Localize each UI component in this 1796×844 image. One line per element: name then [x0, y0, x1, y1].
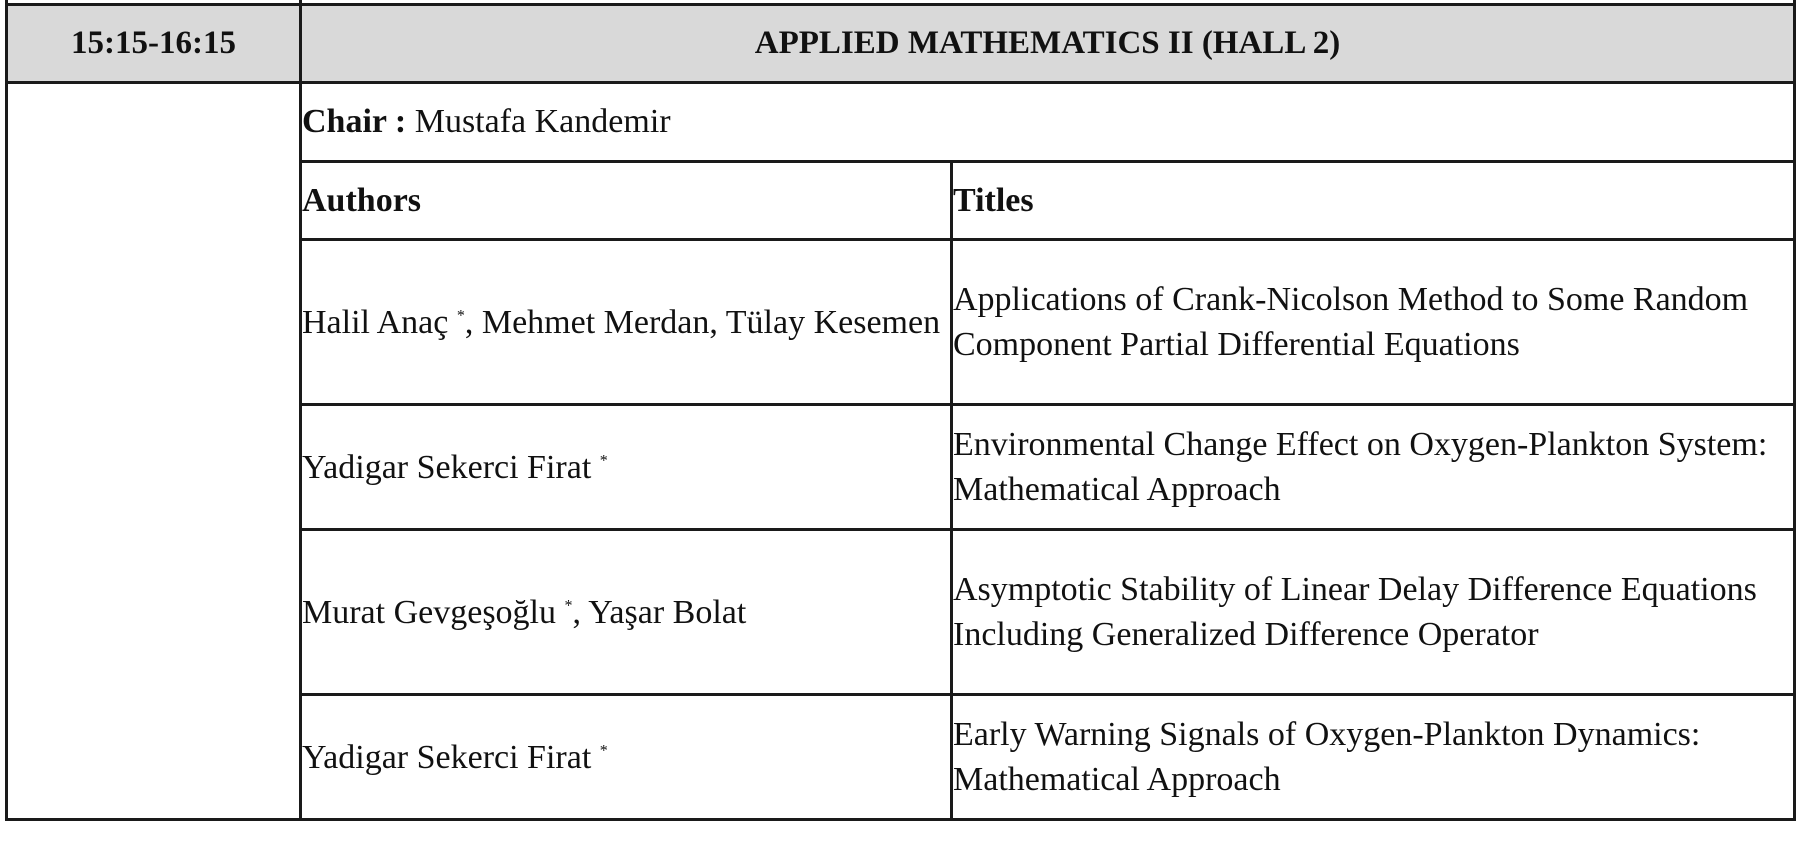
authors-header: Authors: [301, 162, 952, 240]
chair-row: [7, 83, 1795, 162]
presenter-mark: *: [599, 452, 608, 470]
chair-cell: [301, 83, 1795, 162]
presenter-mark: *: [456, 307, 465, 325]
presenter-name: Murat Gevgeşoğlu: [302, 593, 557, 631]
talk-authors: [301, 530, 952, 695]
presenter-name: Yadigar Sekerci Firat: [302, 448, 592, 486]
talk-title: Environmental Change Effect on Oxygen-Plankton System: Mathematical Approach: [952, 405, 1795, 530]
session-table: [5, 0, 1796, 821]
chair-name: Mustafa Kandemir: [414, 103, 671, 140]
talk-authors: [301, 695, 952, 820]
talk-authors: [301, 240, 952, 405]
presenter-mark: *: [599, 742, 608, 760]
time-column-blank: [7, 83, 301, 820]
titles-header: Titles: [952, 162, 1795, 240]
session-time: 15:15-16:15: [7, 5, 301, 83]
presenter-mark: *: [564, 597, 573, 615]
talk-title: Applications of Crank-Nicolson Method to Some Random Component Partial Differential Equations: [952, 240, 1795, 405]
coauthor-names: , Mehmet Merdan, Tülay Kesemen: [464, 303, 941, 341]
talk-title: Asymptotic Stability of Linear Delay Difference Equations Including Generalized Difference Operator: [952, 530, 1795, 695]
presenter-name: Halil Anaç: [302, 303, 449, 341]
presenter-name: Yadigar Sekerci Firat: [302, 738, 592, 776]
session-header-row: [7, 5, 1795, 83]
talk-authors: [301, 405, 952, 530]
coauthor-names: , Yaşar Bolat: [572, 593, 747, 631]
program-sheet: [5, 0, 1796, 821]
session-title: APPLIED MATHEMATICS II (HALL 2): [301, 5, 1795, 83]
chair-label: Chair :: [302, 103, 407, 140]
talk-title: Early Warning Signals of Oxygen-Plankton Dynamics: Mathematical Approach: [952, 695, 1795, 820]
